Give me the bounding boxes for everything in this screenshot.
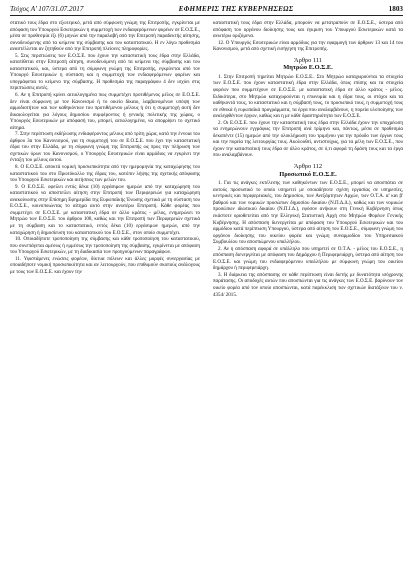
right-column <box>213 20 403 298</box>
paragraph: 12. Ο Υπουργός Εσωτερικών είναι αρμόδιος για την εφαρμογή των άρθρων 13 και 14 του Κανονισμού, μετά από σχετική εισήγηση της Επιτροπής. <box>213 39 403 53</box>
paragraph: 10. Οποιαδήποτε τροποποίηση της σύμβασης και κάθε τροποποίηση του καταστατικού, που συνεπάγεται αμέσως ή εμμέσως την τροποποίηση της σύμβασης, εγκρίνεται με απόφαση του Υπουργού Εσωτερικών, με τη διαδικασία των προηγούμενων παραγράφων. <box>10 236 200 256</box>
page-header <box>10 5 403 16</box>
article-number: Άρθρο 111 <box>294 56 322 64</box>
paragraph: 1. Για τις ανάγκες εκτέλεσης των καθηκόντων των Ε.Ο.Σ.Ε., μπορεί να αποσπάται σε αυτούς προσωπικό το οποίο υπηρετεί με οποιαδήποτε σχέση εργασίας σε υπηρεσίες, κεντρικές και περιφερειακές, του Δημοσίου, των Ανεξάρτητων Αρχών, των Ο.Τ.Α. α' και β' βαθμού και των νομικών προσώπων δημοσίου δικαίου (Ν.Π.Δ.Δ.), καθώς και των νομικών προσώπων ιδιωτικού δικαίου (Ν.Π.Ι.Δ.), εφόσον ανήκουν στη Γενική Κυβέρνηση όπως εκάστοτε οριοθετείται από την Ελληνική Στατιστική Αρχή στο Μητρώο Φορέων Γενικής Κυβέρνησης. Η απόσπαση διενεργείται με απόφαση του Υπουργού Εσωτερικών και του αρμόδιου κατά περίπτωση Υπουργού, ύστερα από αίτηση του Ε.Ο.Σ.Ε., σύμφωνη γνώμη του οργάνου διοίκησης του οικείου φορέα και γνώμη συναρμοδίου του Υπηρεσιακού Συμβουλίου του αποσπώμενου υπαλλήλου. <box>213 180 403 246</box>
paragraph: 8. Ο Ε.Ο.Σ.Ε. αποκτά νομική προσωπικότητα από την ημερομηνία της καταχώρησης του καταστατικού του στο Πρωτόκολλο της έδρας του, κατόπιν λήψης της σχετικής απόφασης του Υπουργού Εσωτερικών και αιτήσεως των μελών του. <box>10 164 200 184</box>
article-heading <box>213 163 403 178</box>
left-column <box>10 20 200 298</box>
paragraph: καταστατική τους έδρα στην Ελλάδα, μπορούν να μετατραπούν σε Ε.Ο.Σ.Ε., ύστερα από απόφαση του οργάνου διοίκησης τους και έγκριση του Υπουργού Εσωτερικών κατά τα ανωτέρω οριζόμενα. <box>213 20 403 40</box>
text-columns <box>10 20 403 298</box>
paragraph: 3. Η διάρκεια της απόσπασης σε κάθε περίπτωση είναι διετής με δυνατότητα ισόχρονης παράτασης. Οι αποδοχές αυτών που αποσπώνται για τις ανάγκες των Ε.Ο.Σ.Ε. βαρύνουν τον οικείο φορέα από τον οποίο αποσπώνται, κατά παρέκκλιση των σχετικών διατάξεων του ν. 4354/ 2015. <box>213 271 403 298</box>
gazette-title: ΕΦΗΜΕΡΙΣ ΤΗΣ ΚΥΒΕΡΝΗΣΕΩΣ <box>178 5 294 13</box>
article-heading <box>213 57 403 72</box>
paragraph: 2. Οι Ε.Ο.Σ.Ε. που έχουν την καταστατική τους έδρα στην Ελλάδα έχουν την υποχρέωση να ενημερώνουν εγγράφως την Επιτροπή ανά τρίμηνο και, πάντως, μέσα σε προθεσμία δεκαπέντε (15) ημερών από την ολοκλήρωση του τριμήνου για την πρόοδο των έργων τους και την πορεία της λειτουργίας τους. Ακολουθεί, αντιστοίχως, για τα μέλη των Ε.Ο.Σ.Ε., που έχουν την καταστατική τους έδρα σε άλλο κράτος, σε ό,τι αφορά τη δράση τους και τα έργα που αναλαμβάνουν. <box>213 119 403 159</box>
paragraph: 6. Αν η Επιτροπή κρίνει αιτιολογημένα πως συμμετέχει προτιθέμενος μέλος σε Ε.Ο.Σ.Ε. δεν είναι σύμφωνη με τον Κανονισμό ή το οικείο δίκαιο, λαμβανομένων υπόψη των αρμοδιοτήτων και των καθηκόντων του προτιθέμενου μέλους ή ότι η συμμετοχή αυτή δεν δικαιολογείται για λόγους δημοσίου συμφέροντος ή γενικής πολιτικής της χώρας, ο Υπουργός Εσωτερικών με απόφασή του, μπορεί, αιτιολογημένα, να απορρίψει το σχετικό αίτημα. <box>10 92 200 131</box>
paragraph: 5. Στις περιπτώσεις των Ε.Ο.Σ.Ε. που έχουν την καταστατική τους έδρα στην Ελλάδα, κατατίθεται στην Επιτροπή αίτηση, συνοδευόμενη από τα κείμενα της σύμβασης και του καταστατικού, και, ύστερα από τη σύμφωνη γνώμη της Επιτροπής, εγκρίνεται από τον Υπουργό Εσωτερικών η σύσταση και η συμμετοχή των ενδιαφερόμενων φορέων και υπογράφεται το κείμενο της σύμβασης. Η προθεσμία της παραγράφου 4 δεν ισχύει στις περιπτώσεις αυτές. <box>10 52 200 92</box>
issue-label: Τεύχος A’ 107/31.07.2017 <box>10 5 84 13</box>
paragraph: 9. Ο Ε.Ο.Σ.Ε. οφείλει εντός δέκα (10) εργάσιμων ημερών από την καταχώρηση του καταστατικού να αποστείλει αίτηση στην Επιτροπή των Περιφερειών για καταχώρηση ανακοίνωσης στην Επίσημη Εφημερίδα της Ευρωπαϊκής Ένωσης σχετικά με τη σύσταση του Ε.Ο.Σ.Ε., κοινοποιώντας το αίτημα αυτό στην ανωτέρω Επιτροπή. Κάθε φορέας που συμμετέχει σε Ε.Ο.Σ.Ε. με καταστατική έδρα σε άλλο κράτος - μέλος, ενημερώνει το Μητρώο των Ε.Ο.Σ.Ε. του άρθρου 108, καθώς και την Επιτροπή των Περιφερειών σχετικά με τη σύμβαση και το καταστατικό, εντός δέκα (10) εργάσιμων ημερών, από την καταχώρηση ή δημοσίευση του καταστατικού του Ε.Ο.Σ.Ε., στον οποίο συμμετέχει. <box>10 183 200 236</box>
paragraph: 2. Αν η απόσπαση αφορά σε υπάλληλο που υπηρετεί σε Ο.Τ.Α. - μέλος του Ε.Ο.Σ.Ε., η απόσπαση διενεργείται με απόφαση του Δημάρχου ή Περιφερειάρχη, ύστερα από αίτηση του Ε.Ο.Σ.Ε. και γνώμη του ενδιαφερόμενου υπαλλήλου με σύμφωνη γνώμη του οικείου δημάρχου ή περιφερειάρχη. <box>213 245 403 272</box>
article-title: Μητρώο Ε.Ο.Σ.Ε. <box>283 64 333 72</box>
article-number: Άρθρο 112 <box>293 163 323 171</box>
paragraph: στατικό τους έδρα στο εξωτερικό, μετά από σύμφωνη γνώμη της Επιτροπής, εγκρίνεται με απόφαση του Υπουργού Εσωτερικών η συμμετοχή των ενδιαφερόμενων φορέων σε Ε.Ο.Σ.Ε., μέσα σε προθεσμία έξι (6) μηνών από την παραλαβή από την Επιτροπή παραδεκτής αίτησης, συνοδευόμενης από τα κείμενα της σύμβασης και του καταστατικού. Η εν λόγω προθεσμία αναστέλλεται αν ζητηθούν από την Επιτροπή πλείονες πληροφορίες. <box>10 20 200 53</box>
page-number: 1803 <box>388 5 403 13</box>
article-title: Προσωπικό Ε.Ο.Σ.Ε. <box>279 170 337 178</box>
paragraph: 1. Στην Επιτροπή τηρείται Μητρώο Ε.Ο.Σ.Ε.. Στο Μητρώο καταχωρούνται τα στοιχεία των Ε.Ο.Σ.Ε. που έχουν καταστατική έδρα στην Ελλάδα, όπως επίσης και τα στοιχεία φορέων που συμμετέχουν σε Ε.Ο.Σ.Ε. με καταστατική έδρα σε άλλο κράτος - μέλος. Ειδικότερα, στο Μητρώο καταχωρούνται η επωνυμία και η έδρα τους, οι στόχοι και τα καθήκοντά τους, το καταστατικό και η σύμβασή τους, το προσωπικό τους, η συμμετοχή τους σε εθνικά ή ευρωπαϊκά προγράμματα, τα έργα που αναλαμβάνουν, η πορεία υλοποίησης των αναληφθέντων έργων, καθώς και η με κάθε δραστηριότητα των Ε.Ο.Σ.Ε. <box>213 73 403 120</box>
paragraph: 11. Υφιστάμενες ενώσεις φορέων, δίκτυα πόλεων και άλλες μορφές συνεργασίας με οποιαδήποτε νομική προσωπικότητα και αν λειτουργούν, που επιθυμούν σκοπούς ανάλογους με τους των Ε.Ο.Σ.Ε. και έχουν την <box>10 255 200 275</box>
paragraph: 7. Στην περίπτωση εκδήλωσης ενδιαφέροντος μέλους από τρίτη χώρα, κατά την έννοια του άρθρου 3α του Κανονισμού, για τη συμμετοχή του σε Ε.Ο.Σ.Ε. που έχει την καταστατική έδρα του στην Ελλάδα, με τη σύμφωνη γνώμη της Επιτροπής ως προς την πλήρωση των σχετικών όρων του Κανονισμού, ο Υπουργός Εσωτερικών είναι αρμόδιος να εγκρίνει την ένταξη του μέλους αυτού. <box>10 131 200 164</box>
